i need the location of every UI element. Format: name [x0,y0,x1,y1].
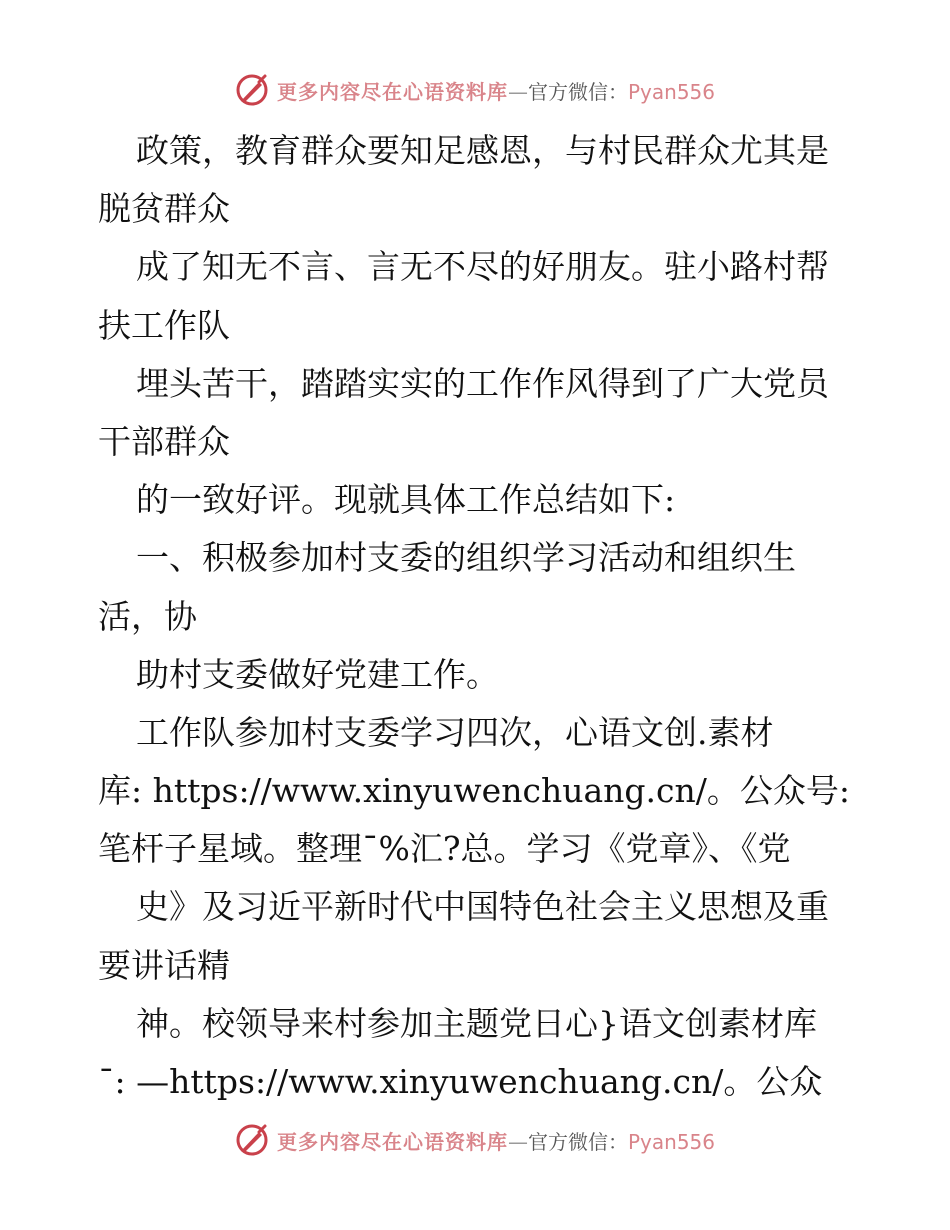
text-line: 成了知无不言、言无不尽的好朋友。驻小路村帮 [136,247,829,287]
footer-wechat-label: 官方微信： [527,1129,628,1154]
quill-logo-icon [235,1123,269,1157]
document-body [98,122,858,1111]
text-line: 一、积极参加村支委的组织学习活动和组织生 [136,538,796,578]
text-line: 工作队参加村支委学习四次，心语文创.素材 [136,712,774,752]
footer-wechat-id: Pyan556 [627,1129,715,1154]
footer-banner-text [277,1126,715,1155]
footer-brand-text: 更多内容尽在心语资料库 [276,1129,508,1154]
text-line: 助村支委做好党建工作。 [136,654,499,694]
header-banner-text [277,76,715,105]
footer-banner [0,1118,950,1162]
text-line: 扶工作队 [98,305,230,345]
header-wechat-id: Pyan556 [627,79,715,104]
text-line: 库: https://www.xinyuwenchuang.cn/。公众号: [98,771,850,811]
text-line: 史》及习近平新时代中国特色社会主义思想及重 [136,887,829,927]
text-line: 脱贫群众 [98,189,230,229]
text-line: 的一致好评。现就具体工作总结如下: [136,480,676,520]
header-banner [0,68,950,112]
text-line: 神。校领导来村参加主题党日心}语文创素材库 [136,1003,817,1043]
text-line: 干部群众 [98,421,230,461]
header-wechat-label: 官方微信： [527,79,628,104]
header-separator: — [507,79,528,104]
text-line: ¯: —https://www.xinyuwenchuang.cn/。公众 [98,1062,823,1101]
text-line: 埋头苦干，踏踏实实的工作作风得到了广大党员 [136,363,829,403]
text-line: 笔杆子星域。整理¯%汇?总。学习《党章》、《党 [98,829,791,869]
quill-logo-icon [235,73,269,107]
footer-separator: — [507,1129,528,1154]
header-brand-text: 更多内容尽在心语资料库 [276,79,508,104]
text-line: 活，协 [98,596,197,636]
text-line: 政策，教育群众要知足感恩，与村民群众尤其是 [136,131,829,170]
text-line: 要讲话精 [98,945,230,985]
